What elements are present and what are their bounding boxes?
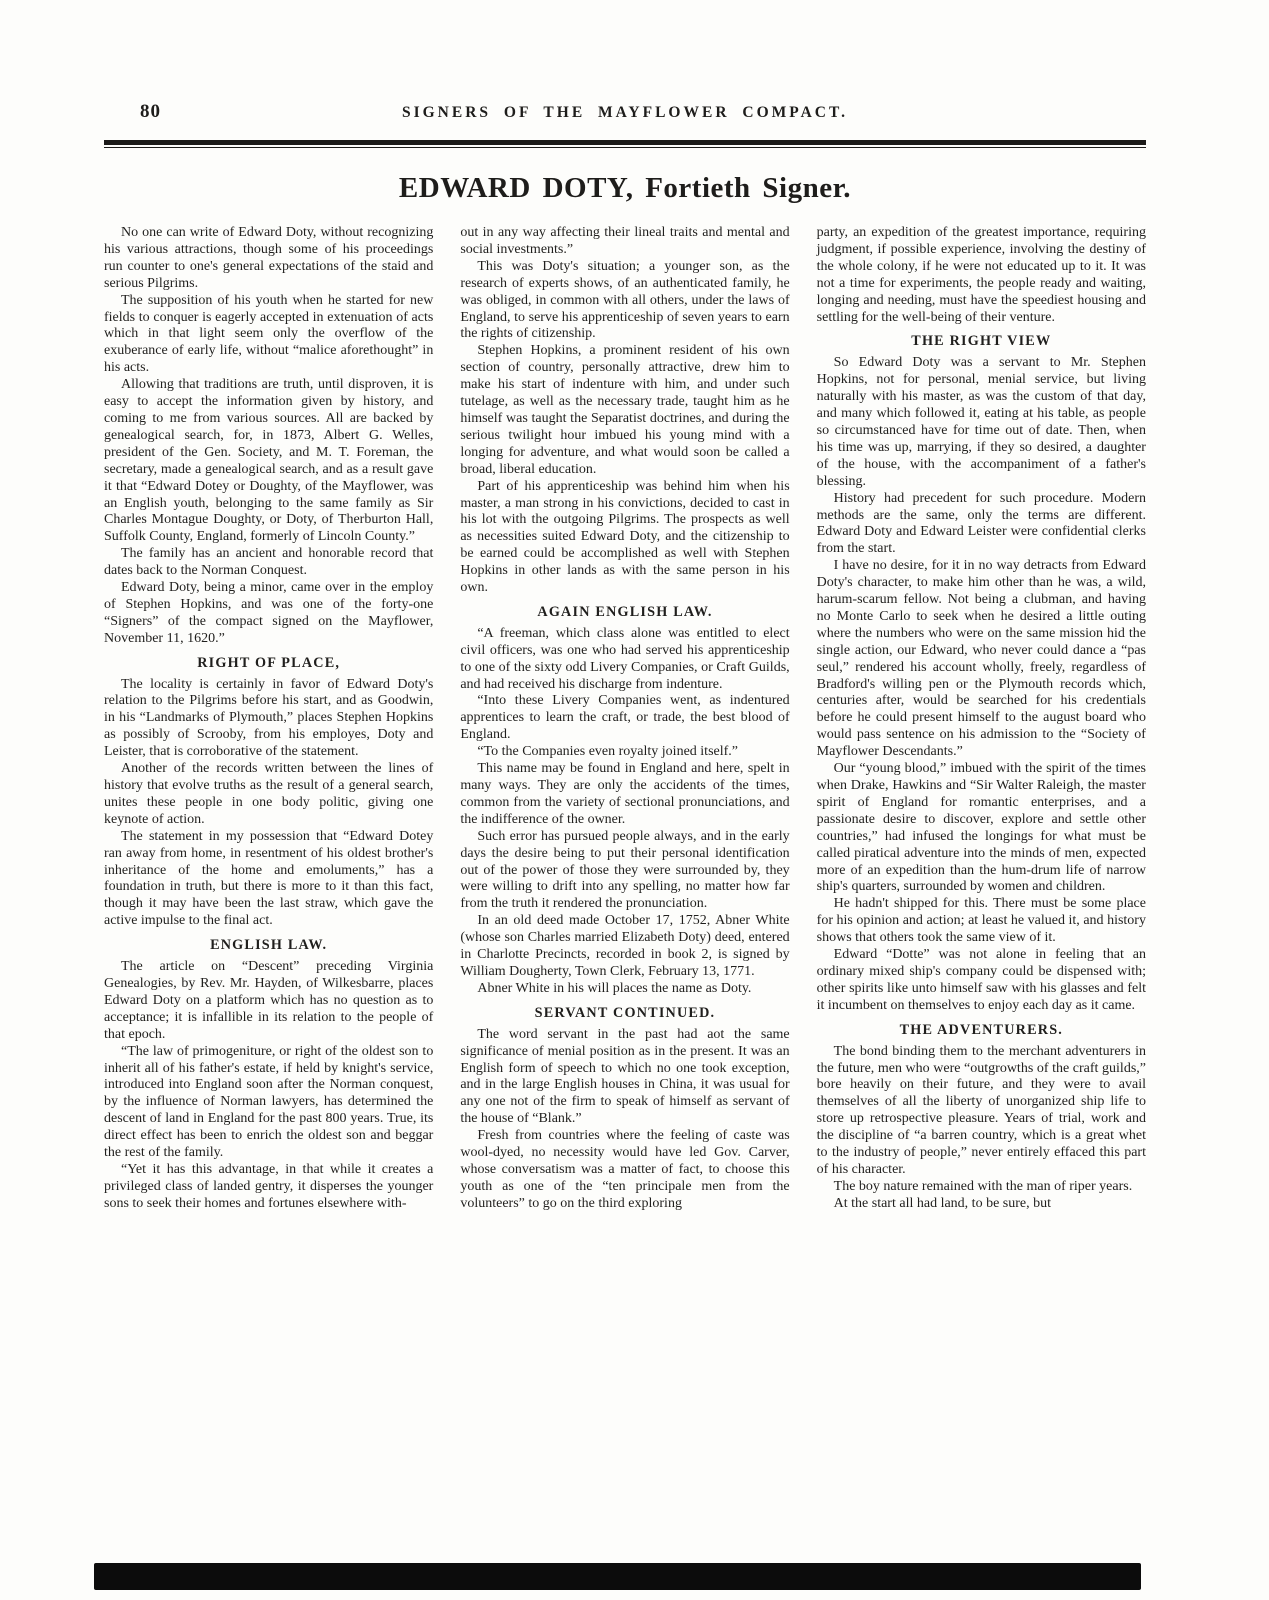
page-header bbox=[104, 100, 1146, 130]
article-title: EDWARD DOTY, Fortieth Signer. bbox=[398, 172, 852, 204]
paragraph: No one can write of Edward Doty, without recognizing his various attractions, though some of his proceedings run counter to one's general expectations of the staid and serious Pilgrims. bbox=[104, 225, 434, 291]
page-content bbox=[104, 100, 1146, 1213]
section-heading: SERVANT CONTINUED. bbox=[534, 1004, 716, 1021]
paragraph: Part of his apprenticeship was behind him when his master, a man strong in his convictions, decided to cast in his lot with the outgoing Pilgrims. The prospects as well as necessities suited Edward Doty, and the citizenship to be earned could be accomplished as well with Stephen Hopkins in other lands as with the same person in his own. bbox=[460, 478, 790, 596]
column-1 bbox=[104, 225, 433, 1213]
paragraph: Abner White in his will places the name as Doty. bbox=[477, 980, 752, 996]
paragraph: party, an expedition of the greatest importance, requiring judgment, if possible experience, involving the destiny of the whole colony, if he were not educated up to it. It was not a time for experiments, the people ready and waiting, longing and needing, must have the speediest housing and settling for the well-being of their venture. bbox=[816, 225, 1146, 325]
paragraph: He hadn't shipped for this. There must be some place for his opinion and action; at least he valued it, and history shows that others took the same view of it. bbox=[816, 896, 1146, 946]
paragraph: This was Doty's situation; a younger son, as the research of experts shows, of an authenticated family, he was obliged, in common with all others, under the laws of England, to serve his apprenticeship of seven years to earn the rights of citizenship. bbox=[460, 258, 790, 342]
paragraph: The word servant in the past had aot the same significance of menial position as in the present. It was an English form of speech to which no one took exception, and in the large English houses in China, it was usual for any one not of the firm to speak of himself as servant of the house of “Blank.” bbox=[460, 1026, 790, 1127]
section-heading: RIGHT OF PLACE, bbox=[197, 654, 341, 671]
paragraph: I have no desire, for it in no way detracts from Edward Doty's character, to make him other than he was, a wild, harum-scarum fellow. Not being a clubman, and having no Monte Carlo to seek when he desired a little outing where the numbers who were on the same mission hid the single action, our Edward, who never could dance a “pas seul,” rendered his account wholly, freely, regardless of Bradford's willing pen or the Plymouth records which, centuries after, would be searched for his credentials before he could present himself to the august board who would pass sentence on his admission to the “Society of Mayflower Descendants.” bbox=[816, 558, 1146, 760]
header-rule bbox=[104, 140, 1146, 148]
paragraph: Stephen Hopkins, a prominent resident of his own section of country, personally attractive, drew him to make his start of indenture with him, and under such tutelage, as well as the necessary trade, taught him as he himself was taught the Separatist doctrines, and during the serious twilight hour imbued his young mind with a longing for adventure, and what would soon be called a broad, liberal education. bbox=[460, 343, 790, 477]
paragraph: The bond binding them to the merchant adventurers in the future, men who were “outgrowths of the craft guilds,” bore heavily on their future, and they were to avail themselves of all the liberty of unorganized ship life to store up retrospective pleasure. Years of trial, work and the discipline of “a barren country, which is a great whet to the industry of people,” never entirely effaced this part of his character. bbox=[816, 1043, 1146, 1177]
paragraph: The supposition of his youth when he started for new fields to conquer is eagerly accepted in extenuation of acts which in that light seem only the overflow of the exuberance of early life, without “malice aforethought” in his acts. bbox=[104, 292, 434, 376]
section-heading: THE ADVENTURERS. bbox=[899, 1021, 1064, 1038]
paragraph: “Yet it has this advantage, in that while it creates a privileged class of landed gentry, it disperses the younger sons to seek their homes and fortunes elsewhere with- bbox=[104, 1161, 434, 1211]
running-title: SIGNERS OF THE MAYFLOWER COMPACT. bbox=[401, 104, 849, 121]
paragraph: “The law of primogeniture, or right of the oldest son to inherit all of his father's estate, if held by knight's service, introduced into England soon after the Norman conquest, by the influence of Norman lawyers, has determined the descent of land in England for the past 800 years. True, its direct effect has been to enrich the oldest son and beggar the rest of the family. bbox=[104, 1043, 434, 1161]
paragraph: Edward Doty, being a minor, came over in the employ of Stephen Hopkins, and was one of the forty-one “Signers” of the compact signed on the Mayflower, November 11, 1620.” bbox=[104, 580, 434, 646]
article-columns bbox=[104, 225, 1146, 1213]
section-heading: THE RIGHT VIEW bbox=[911, 333, 1052, 350]
paragraph: Such error has pursued people always, and in the early days the desire being to put their personal identification out of the power of those they were surrounded by, they were willing to drift into any spelling, no matter how far from the truth it rendered the pronunciation. bbox=[460, 828, 790, 912]
column-2 bbox=[460, 225, 789, 1213]
paragraph: “To the Companies even royalty joined itself.” bbox=[477, 744, 738, 760]
paragraph: The family has an ancient and honorable record that dates back to the Norman Conquest. bbox=[104, 546, 434, 579]
paragraph: The statement in my possession that “Edward Dotey ran away from home, in resentment of his oldest brother's inheritance of the home and emoluments,” has a foundation in truth, but there is more to it than this fact, though it may have been the last straw, which gave the active impulse to the final act. bbox=[104, 828, 434, 929]
paragraph: In an old deed made October 17, 1752, Abner White (whose son Charles married Elizabeth Doty) deed, entered in Charlotte Precincts, recorded in book 2, is signed by William Dougherty, Town Clerk, February 13, 1771. bbox=[460, 913, 790, 979]
paragraph: Fresh from countries where the feeling of caste was wool-dyed, no necessity would have led Gov. Carver, whose conversatism was a matter of fact, to choose this youth as one of the “ten principale men from the volunteers” to go on the third exploring bbox=[460, 1128, 790, 1211]
paragraph: At the start all had land, to be sure, but bbox=[833, 1195, 1051, 1211]
paragraph: History had precedent for such procedure. Modern methods are the same, only the terms are different. Edward Doty and Edward Leister were confidential clerks from the start. bbox=[816, 490, 1146, 557]
paragraph: “Into these Livery Companies went, as indentured apprentices to learn the craft, or trade, the best blood of England. bbox=[460, 693, 790, 743]
paragraph: Edward “Dotte” was not alone in feeling that an ordinary mixed ship's company could be dispensed with; other spirits like unto himself saw with his glasses and felt it incumbent on themselves to enjoy each day as it came. bbox=[816, 947, 1146, 1013]
paragraph: This name may be found in England and here, spelt in many ways. They are only the accidents of the times, common from the variety of sectional pronunciations, and the indifference of the owner. bbox=[460, 761, 790, 827]
column-3 bbox=[817, 225, 1146, 1213]
section-heading: ENGLISH LAW. bbox=[210, 937, 328, 954]
page-number: 80 bbox=[140, 101, 161, 122]
section-heading: AGAIN ENGLISH LAW. bbox=[537, 603, 713, 620]
paragraph: The article on “Descent” preceding Virginia Genealogies, by Rev. Mr. Hayden, of Wilkesbarre, places Edward Doty on a platform which has no question as to acceptance; it is infallible in its relation to the people of that epoch. bbox=[104, 959, 434, 1042]
paragraph: out in any way affecting their lineal traits and mental and social investments.” bbox=[460, 225, 790, 257]
paragraph: Allowing that traditions are truth, until disproven, it is easy to accept the information given by history, and coming to me from various sources. All are backed by genealogical search, for, in 1873, Albert G. Welles, president of the Gen. Society, and M. T. Foreman, the secretary, made a genealogical search, and as a result gave it that “Edward Dotey or Doughty, of the Mayflower, was an English youth, belonging to the same family as Sir Charles Montague Doughty, or Doty, of Therburton Hall, Suffolk County, England, formerly of Lincoln County.” bbox=[104, 377, 434, 545]
paragraph: Another of the records written between the lines of history that evolve truths as the result of a general search, unites these people in one body politic, giving one keynote of action. bbox=[104, 761, 434, 827]
scan-edge-artifact bbox=[94, 1563, 1141, 1590]
paragraph: Our “young blood,” imbued with the spirit of the times when Drake, Hawkins and “Sir Walter Raleigh, the master spirit of England for romantic enterprises, and a passionate desire to discover, explore and settle other countries,” had infused the longings for what must be called piratical adventure into the minds of men, expected more of an expedition than the hum-drum life of narrow ship's quarters, surrounded by women and children. bbox=[816, 761, 1146, 895]
paragraph: The boy nature remained with the man of riper years. bbox=[833, 1178, 1133, 1194]
paragraph: The locality is certainly in favor of Edward Doty's relation to the Pilgrims before his start, and as Goodwin, in his “Landmarks of Plymouth,” places Stephen Hopkins as possibly of Scrooby, from his employes, Doty and Leister, that is corroborative of the statement. bbox=[104, 676, 434, 760]
paragraph: So Edward Doty was a servant to Mr. Stephen Hopkins, not for personal, menial service, but living naturally with his master, as was the custom of that day, and many which followed it, eating at his table, as people so circumstanced have for time out of date. Then, when his time was up, marrying, if they so desired, a daughter of the house, with the accompaniment of a father's blessing. bbox=[816, 355, 1146, 489]
paragraph: “A freeman, which class alone was entitled to elect civil officers, was one who had served his apprenticeship to one of the sixty odd Livery Companies, or Craft Guilds, and had received his discharge from indenture. bbox=[460, 625, 790, 692]
